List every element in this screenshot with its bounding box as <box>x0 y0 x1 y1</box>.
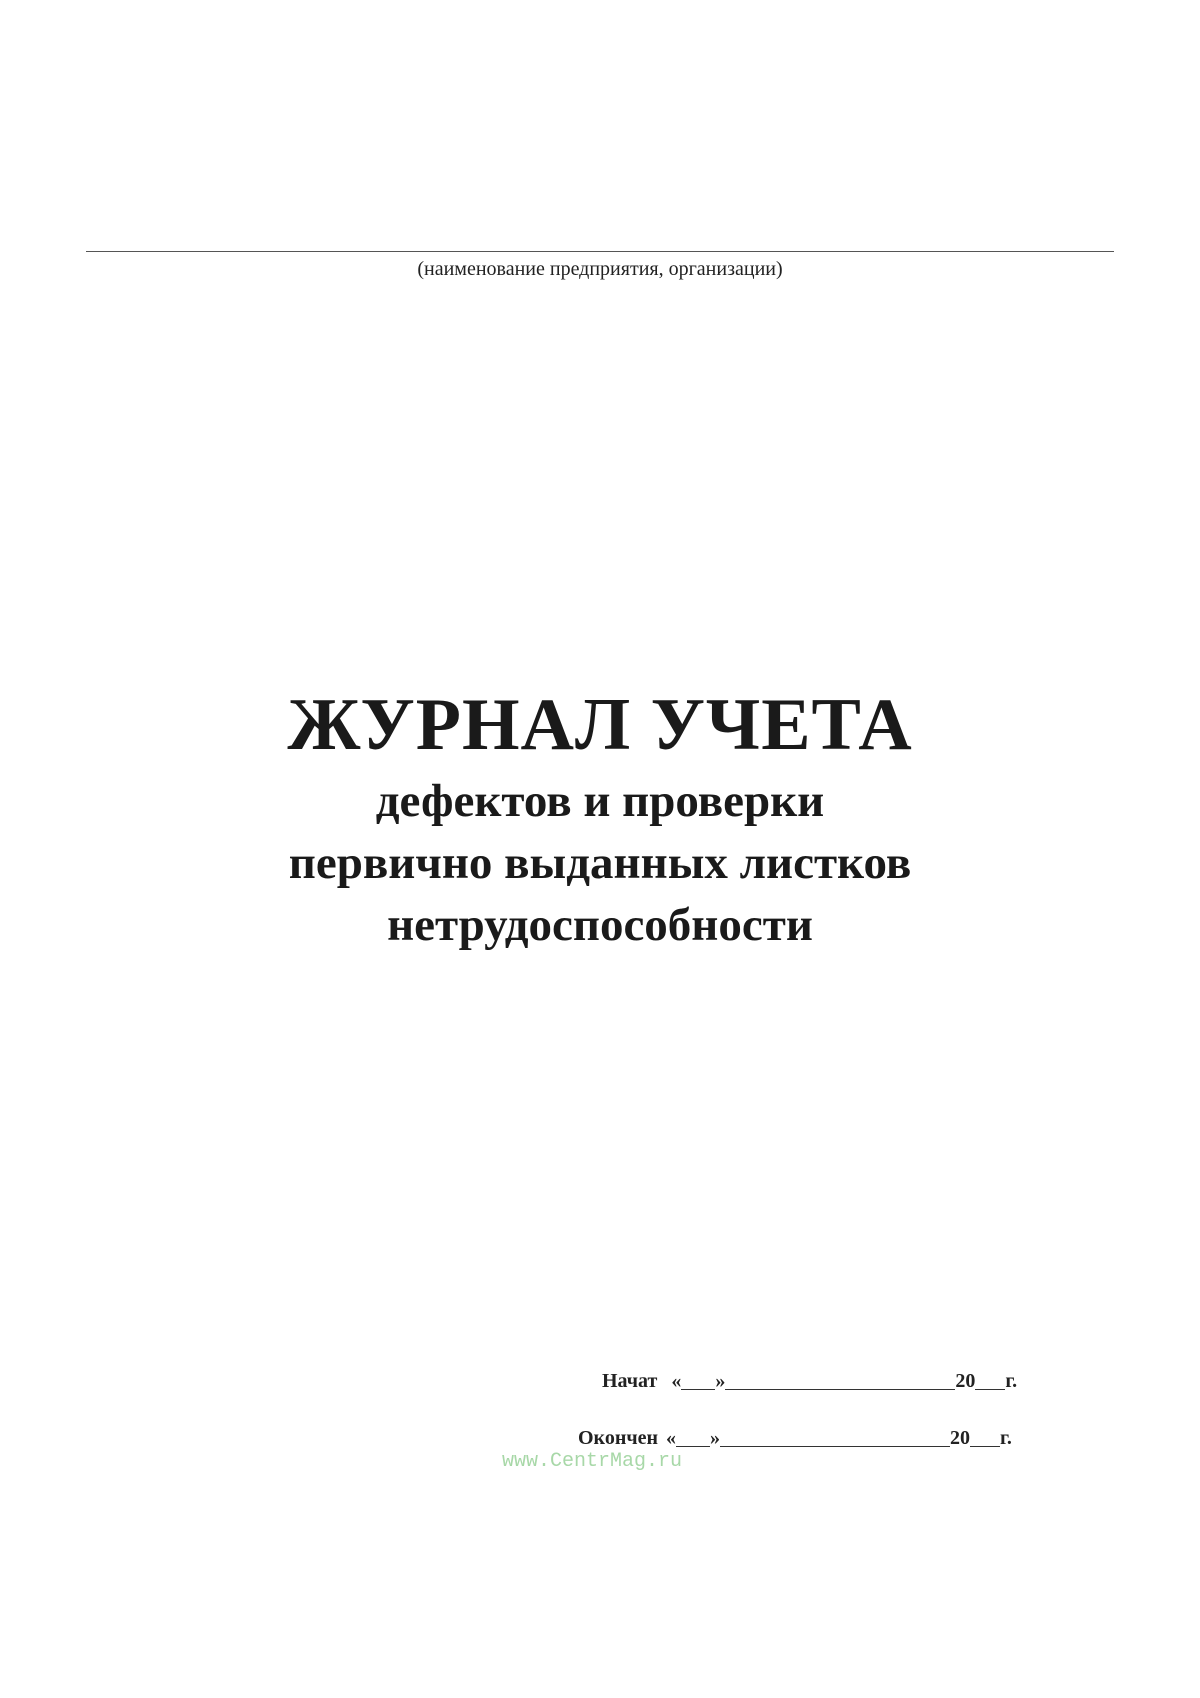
start-day-blank <box>681 1369 715 1390</box>
end-day-blank <box>676 1426 710 1447</box>
end-century: 20 <box>950 1427 971 1449</box>
start-date-row <box>602 1363 1017 1393</box>
start-open-quote: « <box>671 1370 682 1392</box>
end-open-quote: « <box>666 1427 677 1449</box>
end-close-quote: » <box>710 1427 721 1449</box>
organization-name-line <box>86 251 1114 252</box>
start-year-suffix: г. <box>1005 1370 1018 1392</box>
start-date-label: Начат <box>602 1370 658 1392</box>
end-date-row <box>578 1420 1012 1450</box>
document-subtitle-line-3: нетрудоспособности <box>387 899 813 951</box>
document-title: ЖУРНАЛ УЧЕТА <box>287 684 913 766</box>
organization-caption: (наименование предприятия, организации) <box>417 258 783 280</box>
watermark: www.CentrMag.ru <box>502 1450 683 1473</box>
start-year-blank <box>975 1369 1005 1390</box>
document-subtitle-line-2: первично выданных листков <box>288 837 912 889</box>
end-date-label: Окончен <box>578 1427 659 1449</box>
end-year-suffix: г. <box>1000 1427 1012 1449</box>
end-year-blank <box>970 1426 1000 1447</box>
start-close-quote: » <box>715 1370 726 1392</box>
start-century: 20 <box>955 1370 976 1392</box>
start-month-blank <box>725 1369 955 1390</box>
document-subtitle-line-1: дефектов и проверки <box>375 775 825 827</box>
end-month-blank <box>720 1426 950 1447</box>
